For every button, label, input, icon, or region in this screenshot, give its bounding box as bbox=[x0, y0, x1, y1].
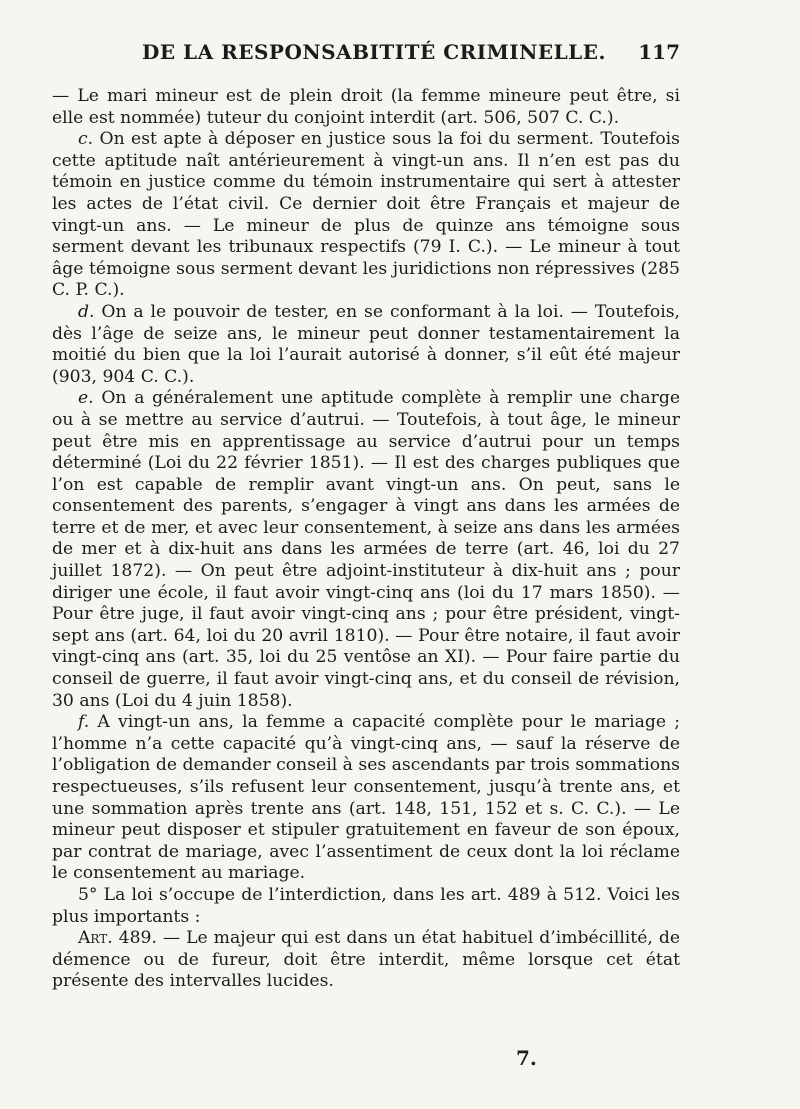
paragraph-art-489 bbox=[52, 928, 680, 993]
paragraph-text: On a le pouvoir de tester, en se conformant à la loi. — Toutefois, dès l’âge de seize ans, le mineur peut donner testamentairement la moitié du bien que la loi l’aurait autorisé à donner, s’il eût été majeur (903, 904 C. C.). bbox=[52, 301, 680, 387]
paragraph-c bbox=[52, 129, 680, 302]
page-number: 117 bbox=[638, 40, 680, 64]
paragraph-text: 5° La loi s’occupe de l’interdiction, dans les art. 489 à 512. Voici les plus importants : bbox=[52, 884, 680, 927]
running-title: DE LA RESPONSABITITÉ CRIMINELLE. bbox=[142, 40, 606, 64]
paragraph-label: d. bbox=[78, 301, 95, 322]
paragraph-text: — Le majeur qui est dans un état habituel d’imbécillité, de démence ou de fureur, doit être interdit, même lorsque cet état présente des intervalles lucides. bbox=[52, 928, 681, 992]
paragraph-intro bbox=[52, 86, 680, 129]
paragraph-text: — Le mari mineur est de plein droit (la femme mineure peut être, si elle est nommée) tuteur du conjoint interdit (art. 506, 507 C. C.). bbox=[52, 86, 680, 128]
paragraph-text: A vingt-un ans, la femme a capacité complète pour le mariage ; l’homme n’a cette capacité qu’à vingt-cinq ans, — sauf la réserve de l’obligation de demander conseil à ses ascendants par trois sommations respectueuses, s’ils refusent leur consentement, jusqu’à trente ans, et une sommation après trente ans (art. 148, 151, 152 et s. C. C.). — Le mineur peut disposer et stipuler gratuitement en faveur de son époux, par contrat de mariage, avec l’assentiment de ceux dont la loi réclame le consentement au mariage. bbox=[52, 712, 680, 884]
paragraph-f bbox=[52, 712, 680, 885]
paragraph-text: On a généralement une aptitude complète à remplir une charge ou à se mettre au service d’autrui. — Toutefois, à tout âge, le mineur peut être mis en apprentissage au service d’autrui pour un temps déterminé (Loi du 22 février 1851). — Il est des charges publiques que l’on est capable de remplir avant vingt-un ans. On peut, sans le consentement des parents, s’engager à vingt ans dans les armées de terre et de mer, et avec leur consentement, à seize ans dans les armées de mer et à dix-huit ans dans les armées de terre (art. 46, loi du 27 juillet 1872). — On peut être adjoint-instituteur à dix-huit ans ; pour diriger une école, il faut avoir vingt-cinq ans (loi du 17 mars 1850). — Pour être juge, il faut avoir vingt-cinq ans ; pour être président, vingt-sept ans (art. 64, loi du 20 avril 1810). — Pour être notaire, il faut avoir vingt-cinq ans (art. 35, loi du 25 ventôse an XI). — Pour faire partie du conseil de guerre, il faut avoir vingt-cinq ans, et du conseil de révision, 30 ans (Loi du 4 juin 1858). bbox=[52, 388, 680, 711]
body-text bbox=[52, 86, 680, 993]
article-label: Art. 489. bbox=[78, 928, 157, 949]
paragraph-d bbox=[52, 302, 680, 388]
signature-mark: 7. bbox=[516, 1046, 537, 1070]
paragraph-label: f. bbox=[78, 712, 90, 733]
paragraph-text: On est apte à déposer en justice sous la foi du serment. Toutefois cette aptitude naît antérieurement à vingt-un ans. Il n’en est pas du témoin en justice comme du témoin instrumentaire qui sert à attester les actes de l’état civil. Ce dernier doit être Français et majeur de vingt-un ans. — Le mineur de plus de quinze ans témoigne sous serment devant les tribunaux respectifs (79 I. C.). — Le mineur à tout âge témoigne sous serment devant les juridictions non répressives (285 C. P. C.). bbox=[52, 129, 680, 301]
paragraph-e bbox=[52, 388, 680, 712]
paragraph-label: c. bbox=[78, 129, 94, 150]
running-header bbox=[52, 40, 680, 74]
paragraph-5 bbox=[52, 885, 680, 928]
paragraph-label: e. bbox=[78, 388, 94, 409]
